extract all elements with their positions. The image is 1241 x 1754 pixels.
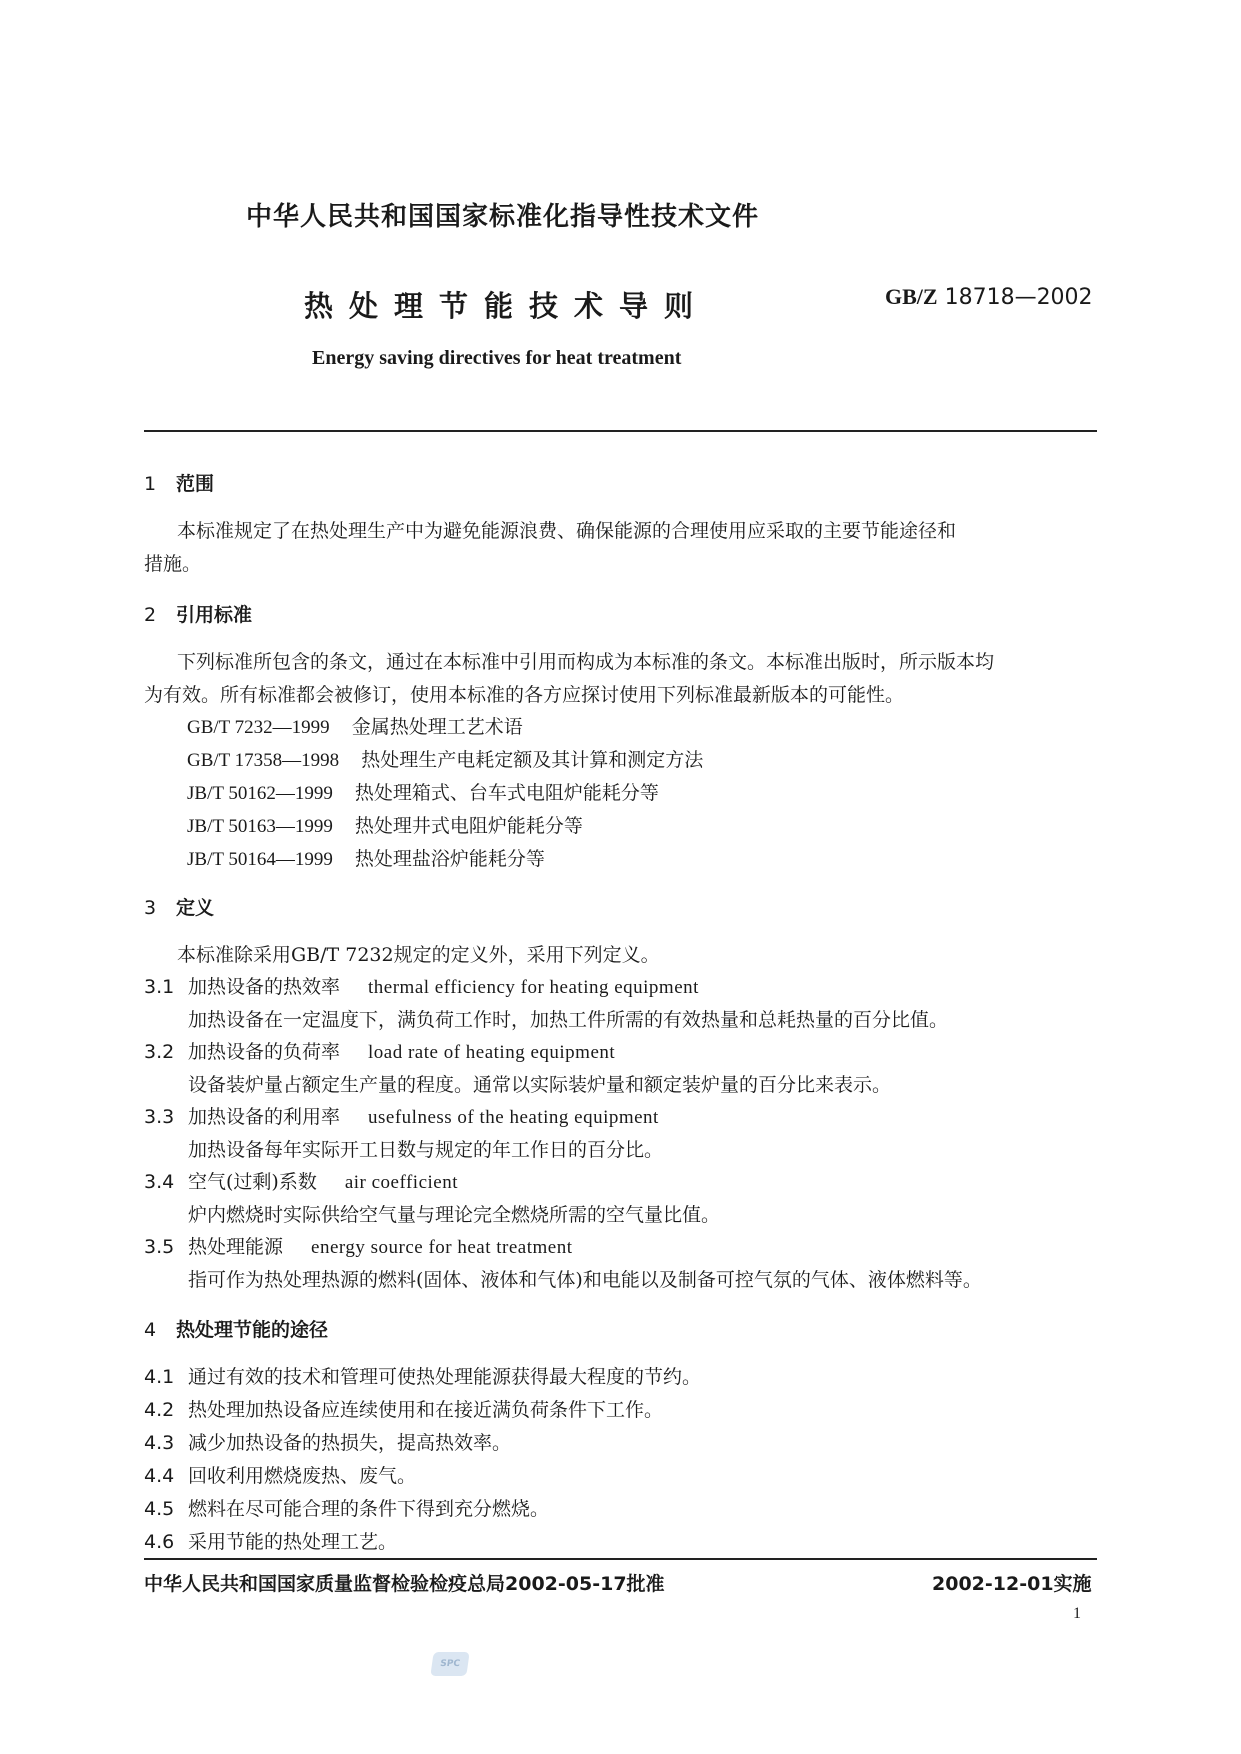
section-number: 3	[144, 897, 157, 919]
section-2-heading	[144, 600, 252, 627]
reference-code: JB/T 50163—1999	[187, 816, 333, 837]
paragraph-line: 为有效。所有标准都会被修订，使用本标准的各方应探讨使用下列标准最新版本的可能性。	[144, 684, 905, 706]
paragraph-line: 措施。	[144, 553, 202, 575]
item-text: 燃料在尽可能合理的条件下得到充分燃烧。	[188, 1498, 550, 1520]
section-number: 4	[144, 1319, 157, 1341]
definition-term-zh: 加热设备的负荷率	[188, 1041, 341, 1063]
reference-code: GB/T 7232—1999	[187, 717, 330, 738]
section-title: 范围	[176, 473, 215, 495]
english-title: Energy saving directives for heat treatment	[312, 347, 682, 369]
definition-term-en: load rate of heating equipment	[368, 1042, 616, 1063]
item-number: 4.5	[144, 1498, 175, 1520]
definition-number: 3.2	[144, 1041, 175, 1063]
reference-item	[187, 778, 659, 805]
item-text: 减少加热设备的热损失，提高热效率。	[188, 1432, 512, 1454]
definition-term	[144, 1232, 573, 1259]
reference-title: 热处理井式电阻炉能耗分等	[354, 815, 583, 837]
publisher-logo: SPC	[430, 1652, 469, 1676]
item-number: 4.1	[144, 1366, 175, 1388]
item-number: 4.3	[144, 1432, 175, 1454]
definition-text: 炉内燃烧时实际供给空气量与理论完全燃烧所需的空气量比值。	[188, 1204, 721, 1226]
definition-term-zh: 加热设备的热效率	[188, 976, 341, 998]
section-3-heading	[144, 893, 214, 920]
definition-term	[144, 972, 699, 999]
list-item	[144, 1362, 701, 1389]
reference-code: JB/T 50162—1999	[187, 783, 333, 804]
reference-title: 金属热处理工艺术语	[351, 716, 523, 738]
definition-term-en: thermal efficiency for heating equipment	[368, 977, 699, 998]
item-text: 采用节能的热处理工艺。	[188, 1531, 398, 1553]
standard-code-prefix: GB/Z	[885, 284, 938, 309]
definition-term-en: energy source for heat treatment	[311, 1237, 573, 1258]
reference-title: 热处理生产电耗定额及其计算和测定方法	[361, 749, 704, 771]
paragraph-line: 本标准规定了在热处理生产中为避免能源浪费、确保能源的合理使用应采取的主要节能途径和	[177, 520, 957, 542]
footer-divider	[144, 1558, 1097, 1560]
item-text: 通过有效的技术和管理可使热处理能源获得最大程度的节约。	[188, 1366, 702, 1388]
item-text: 热处理加热设备应连续使用和在接近满负荷条件下工作。	[188, 1399, 664, 1421]
definition-term-zh: 加热设备的利用率	[188, 1106, 341, 1128]
definition-number: 3.1	[144, 976, 175, 998]
definition-number: 3.3	[144, 1106, 175, 1128]
item-number: 4.2	[144, 1399, 175, 1421]
page-number: 1	[1073, 1605, 1081, 1622]
definition-term-zh: 热处理能源	[188, 1236, 284, 1258]
document-title: 热处理节能技术导则	[304, 289, 710, 323]
definition-term-zh: 空气(过剩)系数	[188, 1171, 317, 1193]
definition-term	[144, 1037, 615, 1064]
definition-term-en: usefulness of the heating equipment	[368, 1107, 659, 1128]
item-text: 回收利用燃烧废热、废气。	[188, 1465, 417, 1487]
definition-number: 3.4	[144, 1171, 175, 1193]
reference-item	[187, 745, 703, 772]
section-title: 热处理节能的途径	[176, 1319, 329, 1341]
definition-number: 3.5	[144, 1236, 175, 1258]
list-item	[144, 1461, 416, 1488]
reference-code: GB/T 17358—1998	[187, 750, 340, 771]
standard-code-number: 18718—2002	[944, 285, 1093, 310]
definition-text: 设备装炉量占额定生产量的程度。通常以实际装炉量和额定装炉量的百分比来表示。	[188, 1074, 892, 1096]
item-number: 4.6	[144, 1531, 175, 1553]
header-divider	[144, 430, 1097, 432]
list-item	[144, 1395, 663, 1422]
approval-statement: 中华人民共和国国家质量监督检验检疫总局2002-05-17批准	[144, 1573, 665, 1595]
item-number: 4.4	[144, 1465, 175, 1487]
definition-term	[144, 1167, 458, 1194]
reference-item	[187, 811, 583, 838]
effective-date: 2002-12-01实施	[932, 1573, 1092, 1595]
list-item	[144, 1494, 549, 1521]
paragraph-line: 下列标准所包含的条文，通过在本标准中引用而构成为本标准的条文。本标准出版时，所示版本均	[177, 651, 995, 673]
section-number: 1	[144, 473, 157, 495]
paragraph-line: 本标准除采用GB/T 7232规定的定义外，采用下列定义。	[177, 944, 660, 966]
list-item	[144, 1527, 397, 1554]
list-item	[144, 1428, 511, 1455]
section-number: 2	[144, 604, 157, 626]
reference-title: 热处理箱式、台车式电阻炉能耗分等	[354, 782, 659, 804]
section-1-heading	[144, 469, 214, 496]
section-title: 引用标准	[176, 604, 253, 626]
reference-item	[187, 844, 545, 871]
section-4-heading	[144, 1315, 328, 1342]
reference-code: JB/T 50164—1999	[187, 849, 333, 870]
definition-term	[144, 1102, 659, 1129]
definition-text: 加热设备在一定温度下，满负荷工作时，加热工件所需的有效热量和总耗热量的百分比值。	[188, 1009, 949, 1031]
document-type: 中华人民共和国国家标准化指导性技术文件	[246, 202, 760, 232]
reference-title: 热处理盐浴炉能耗分等	[354, 848, 545, 870]
section-title: 定义	[176, 897, 215, 919]
definition-text: 加热设备每年实际开工日数与规定的年工作日的百分比。	[188, 1139, 664, 1161]
definition-term-en: air coefficient	[344, 1172, 458, 1193]
definition-text: 指可作为热处理热源的燃料(固体、液体和气体)和电能以及制备可控气氛的气体、液体燃料等。	[188, 1269, 982, 1291]
standard-code	[885, 284, 1093, 310]
reference-item	[187, 712, 523, 739]
